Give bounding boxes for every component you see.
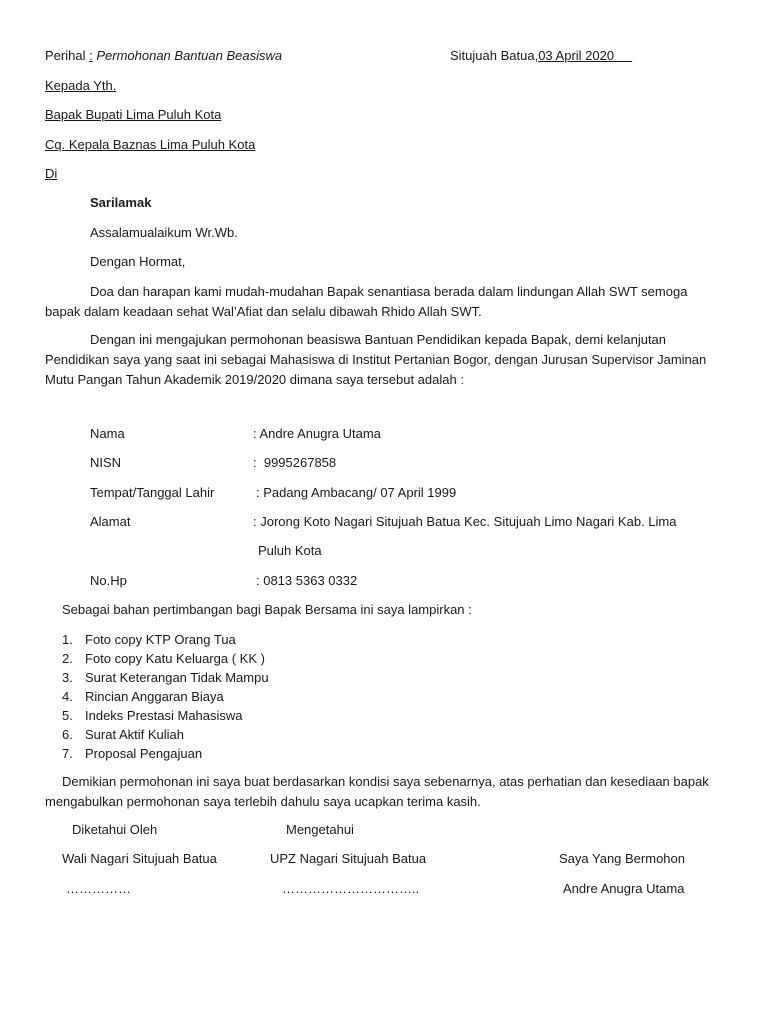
right-signature-name: Andre Anugra Utama — [563, 881, 685, 896]
ttl-value: : Padang Ambacang/ 07 April 1999 — [256, 485, 457, 500]
nama-value: : Andre Anugra Utama — [253, 426, 381, 441]
recipient-line-4: Di — [45, 166, 58, 181]
list-item: 1. Foto copy KTP Orang Tua — [62, 632, 236, 647]
perihal-colon: : — [89, 48, 93, 63]
list-item: 2. Foto copy Katu Keluarga ( KK ) — [62, 651, 265, 666]
attachments-list — [62, 630, 269, 763]
body-paragraph-1: Doa dan harapan kami mudah-mudahan Bapak senantiasa berada dalam lindungan Allah SWT semoga bapak dalam keadaan sehat Wal’Afiat dan selalu dibawah Rhido Allah SWT. — [45, 284, 688, 319]
list-item: 7. Proposal Pengajuan — [62, 746, 203, 761]
hp-label: No.Hp — [90, 573, 127, 588]
middle-signature-blank: ………………………….. — [282, 881, 420, 896]
middle-signature-title: Mengetahui — [286, 822, 354, 837]
recipient-line-1: Kepada Yth. — [45, 78, 117, 93]
recipient-line-3: Cq. Kepala Baznas Lima Puluh Kota — [45, 137, 256, 152]
place: Situjuah Batua, — [450, 48, 539, 63]
letter-date: 03 April 2020 — [538, 48, 615, 63]
perihal-label: Perihal — [45, 48, 86, 63]
closing-paragraph: Demikian permohonan ini saya buat berdasarkan kondisi saya sebenarnya, atas perhatian dan kesediaan bapak mengabulkan permohonan saya terlebih dahulu saya ucapkan terima kasih. — [45, 774, 709, 809]
attachments-intro: Sebagai bahan pertimbangan bagi Bapak Bersama ini saya lampirkan : — [62, 602, 472, 617]
subject-line — [45, 48, 282, 64]
list-item: 3. Surat Keterangan Tidak Mampu — [62, 670, 269, 685]
left-signature-title: Diketahui Oleh — [72, 822, 158, 837]
alamat-label: Alamat — [90, 514, 131, 529]
ttl-label: Tempat/Tanggal Lahir — [90, 485, 215, 500]
list-item: 6. Surat Aktif Kuliah — [62, 727, 184, 742]
body-paragraph-2: Dengan ini mengajukan permohonan beasiswa Bantuan Pendidikan kepada Bapak, demi kelanjutan Pendidikan saya yang saat ini sebagai Mahasiswa di Institut Pertanian Bogor, dengan Jurusan Supervisor Jaminan Mutu Pangan Tahun Akademik 2019/2020 dimana saya tersebut adalah : — [45, 332, 707, 387]
left-signature-role: Wali Nagari Situjuah Batua — [62, 851, 217, 866]
middle-signature-role: UPZ Nagari Situjuah Batua — [270, 851, 427, 866]
alamat-value-line-2: Puluh Kota — [258, 543, 322, 558]
hormat: Dengan Hormat, — [90, 254, 186, 269]
right-signature-role: Saya Yang Bermohon — [559, 851, 685, 866]
place-date — [450, 48, 632, 64]
list-item: 5. Indeks Prestasi Mahasiswa — [62, 708, 243, 723]
recipient-line-2: Bapak Bupati Lima Puluh Kota — [45, 107, 222, 122]
alamat-value-line-1: : Jorong Koto Nagari Situjuah Batua Kec. Situjuah Limo Nagari Kab. Lima — [253, 514, 677, 529]
nama-label: Nama — [90, 426, 125, 441]
hp-value: : 0813 5363 0332 — [256, 573, 358, 588]
left-signature-blank: …………… — [66, 881, 131, 896]
perihal-value: Permohonan Bantuan Beasiswa — [96, 48, 283, 63]
salam: Assalamualaikum Wr.Wb. — [90, 225, 238, 240]
list-item: 4. Rincian Anggaran Biaya — [62, 689, 224, 704]
nisn-value: : 9995267858 — [253, 455, 337, 470]
recipient-place: Sarilamak — [90, 195, 152, 210]
nisn-label: NISN — [90, 455, 122, 470]
